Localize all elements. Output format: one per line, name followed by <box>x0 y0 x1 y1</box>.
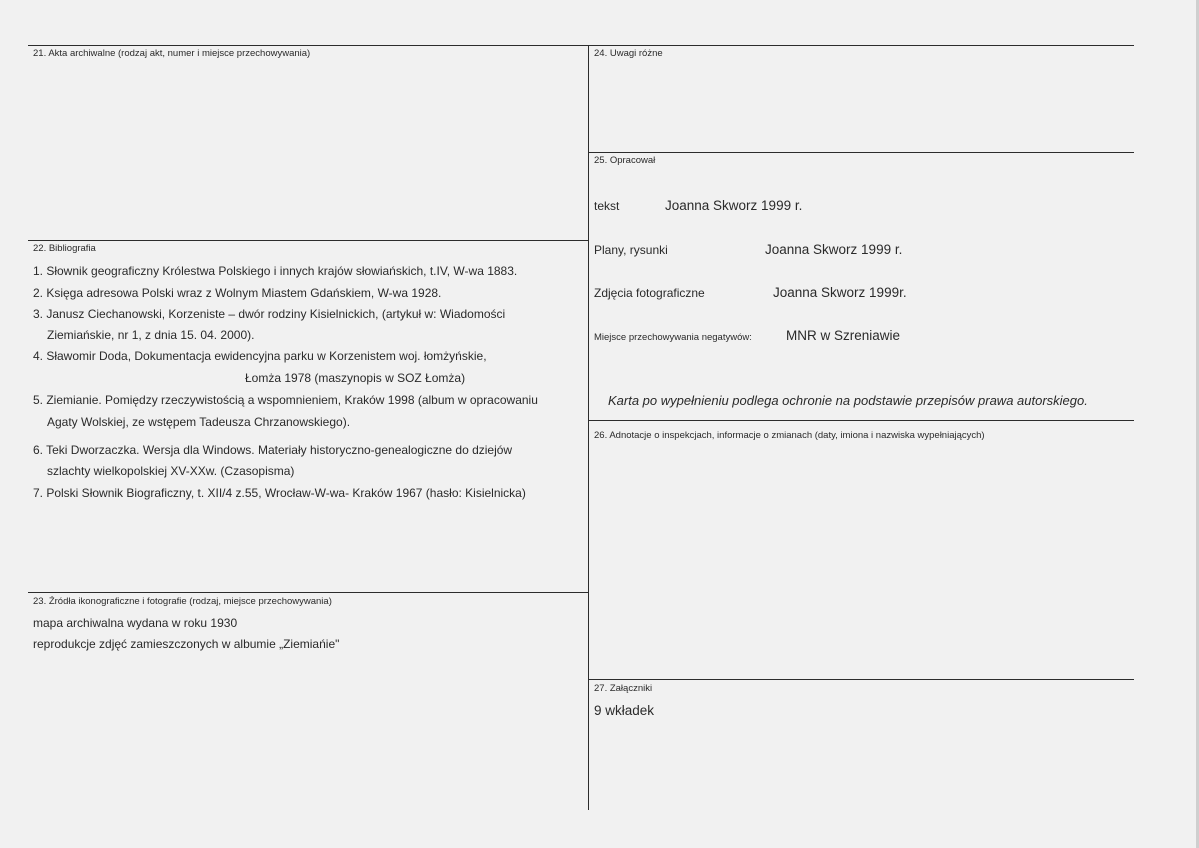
section-22-label: 22. Bibliografia <box>33 243 96 254</box>
bibliography-line-5-cont: Agaty Wolskiej, ze wstępem Tadeusza Chrzanowskiego). <box>47 415 351 429</box>
rule-above-22 <box>28 240 588 241</box>
rule-above-25 <box>588 152 1134 153</box>
negatywy-value: MNR w Szreniawie <box>786 328 901 343</box>
rule-above-27 <box>588 679 1134 680</box>
bibliography-line-3: 3. Janusz Ciechanowski, Korzeniste – dwór rodziny Kisielnickich, (artykuł w: Wiadomości <box>33 307 506 321</box>
bibliography-line-5: 5. Ziemianie. Pomiędzy rzeczywistością a wspomnieniem, Kraków 1998 (album w opracowaniu <box>33 393 538 407</box>
bibliography-line-4-cont: Łomża 1978 (maszynopis w SOZ Łomża) <box>245 371 466 385</box>
zdjecia-label: Zdjęcia fotograficzne <box>594 286 705 300</box>
bibliography-line-4: 4. Sławomir Doda, Dokumentacja ewidencyjna parku w Korzenistem woj. łomżyńskie, <box>33 349 487 363</box>
section-27-label: 27. Załączniki <box>594 683 653 694</box>
rule-above-23 <box>28 592 588 593</box>
rule-above-26 <box>588 420 1134 421</box>
section-24-label: 24. Uwagi różne <box>594 48 663 59</box>
bibliography-line-1: 1. Słownik geograficzny Królestwa Polskiego i innych krajów słowiańskich, t.IV, W-wa 1883. <box>33 264 518 278</box>
negatywy-label: Miejsce przechowywania negatywów: <box>594 332 752 343</box>
copyright-notice: Karta po wypełnieniu podlega ochronie na podstawie przepisów prawa autorskiego. <box>608 393 1088 408</box>
attachments-value: 9 wkładek <box>594 703 655 718</box>
iconography-line-2: reprodukcje zdjęć zamieszczonych w albumie „Ziemiańie" <box>33 637 340 651</box>
section-23-label: 23. Źródła ikonograficzne i fotografie (rodzaj, miejsce przechowywania) <box>33 596 332 607</box>
top-rule <box>28 45 1134 46</box>
zdjecia-value: Joanna Skworz 1999r. <box>773 285 907 300</box>
plany-value: Joanna Skworz 1999 r. <box>765 242 903 257</box>
section-25-label: 25. Opracował <box>594 155 656 166</box>
bibliography-line-6: 6. Teki Dworzaczka. Wersja dla Windows. Materiały historyczno-genealogiczne do dziejów <box>33 443 513 457</box>
bibliography-line-3-cont: Ziemiańskie, nr 1, z dnia 15. 04. 2000). <box>47 328 255 342</box>
column-divider <box>588 45 589 810</box>
iconography-line-1: mapa archiwalna wydana w roku 1930 <box>33 616 238 630</box>
tekst-label: tekst <box>594 199 620 213</box>
bibliography-line-7: 7. Polski Słownik Biograficzny, t. XII/4 z.55, Wrocław-W-wa- Kraków 1967 (hasło: Kisielnicka) <box>33 486 526 500</box>
plany-label: Plany, rysunki <box>594 243 668 257</box>
bibliography-line-2: 2. Księga adresowa Polski wraz z Wolnym Miastem Gdańskiem, W-wa 1928. <box>33 286 442 300</box>
bibliography-line-6-cont: szlachty wielkopolskiej XV-XXw. (Czasopisma) <box>47 464 295 478</box>
tekst-value: Joanna Skworz 1999 r. <box>665 198 803 213</box>
section-26-label: 26. Adnotacje o inspekcjach, informacje o zmianach (daty, imiona i nazwiska wypełniających) <box>594 430 985 441</box>
section-21-label: 21. Akta archiwalne (rodzaj akt, numer i miejsce przechowywania) <box>33 48 311 59</box>
